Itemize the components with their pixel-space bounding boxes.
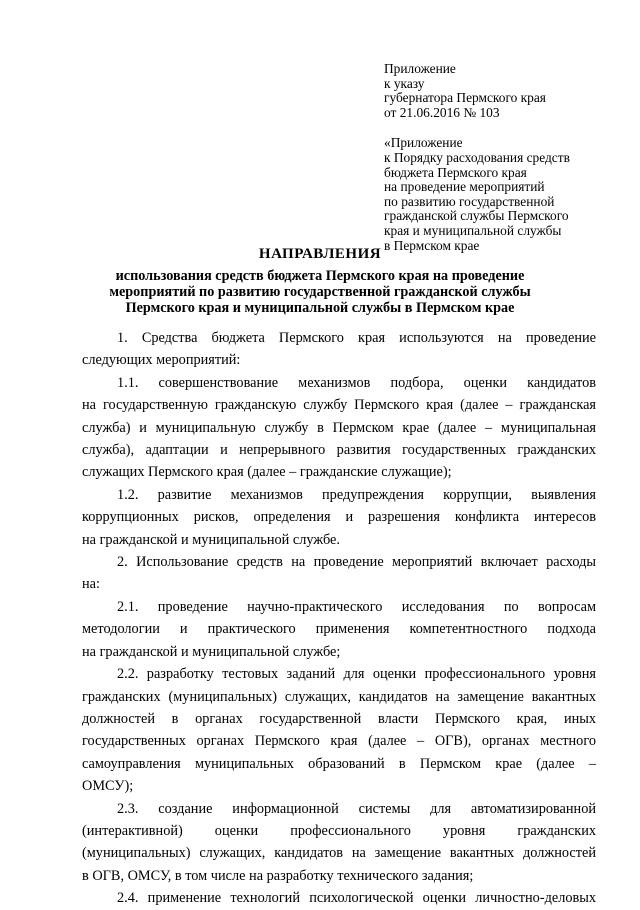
subtitle-line: Пермского края и муниципальной службы в Пермском крае bbox=[125, 300, 515, 316]
appendix-gap bbox=[384, 120, 624, 136]
appendix-header bbox=[384, 62, 624, 253]
body-line: на гражданской и муниципальной службе; bbox=[82, 643, 341, 660]
appendix-line: бюджета Пермского края bbox=[384, 164, 527, 180]
body-line: на гражданской и муниципальной службе. bbox=[82, 531, 340, 548]
appendix-line: по развитию государственной bbox=[384, 193, 555, 209]
appendix-line: Приложение bbox=[384, 61, 456, 76]
body-line: на: bbox=[82, 576, 100, 593]
body-line: ОМСУ); bbox=[82, 778, 134, 795]
body-line: 2. Использование средств на проведение мероприятий включает расходы bbox=[117, 554, 596, 571]
body-line: 2.4. применение технологий психологической оценки личностно-деловых bbox=[117, 890, 596, 907]
appendix-line: в Пермском крае bbox=[384, 237, 480, 253]
appendix-line: гражданской службы Пермского bbox=[384, 208, 569, 224]
body-line: на государственную гражданскую службу Пермского края (далее – гражданская bbox=[82, 397, 596, 414]
body-line: 1. Средства бюджета Пермского края используются на проведение bbox=[117, 330, 596, 346]
body-line: методологии и практического применения компетентностного подхода bbox=[82, 621, 596, 638]
document-subtitle bbox=[80, 268, 560, 316]
body-line: (интерактивной) оценки профессионального уровня гражданских bbox=[82, 822, 596, 839]
body-line: должностей в органах государственной власти Пермского края, иных bbox=[82, 710, 596, 727]
body-line: самоуправления муниципальных образований в Пермском крае (далее – bbox=[82, 755, 596, 772]
appendix-line: «Приложение bbox=[384, 135, 463, 151]
body-line: служба) и муниципальную службу в Пермском крае (далее – муниципальная bbox=[82, 419, 596, 436]
body-line: (муниципальных) служащих, кандидатов на замещение вакантных должностей bbox=[82, 845, 596, 862]
document-title: НАПРАВЛЕНИЯ bbox=[258, 246, 382, 262]
body-line: 2.2. разработку тестовых заданий для оценки профессионального уровня bbox=[117, 666, 596, 683]
subtitle-line: мероприятий по развитию государственной гражданской службы bbox=[109, 284, 531, 300]
body-line: 1.2. развитие механизмов предупреждения коррупции, выявления bbox=[117, 486, 596, 503]
body-line: служба), адаптации и непрерывного развития государственных гражданских bbox=[82, 442, 596, 459]
body-line: 2.3. создание информационной системы для автоматизированной bbox=[117, 800, 596, 817]
appendix-line: на проведение мероприятий bbox=[384, 179, 545, 195]
body-line: гражданских (муниципальных) служащих, кандидатов на замещение вакантных bbox=[82, 688, 596, 705]
subtitle-line: использования средств бюджета Пермского края на проведение bbox=[115, 268, 525, 284]
body-line: 2.1. проведение научно-практического исследования по вопросам bbox=[117, 598, 596, 615]
document-body bbox=[82, 327, 596, 910]
appendix-line: от 21.06.2016 № 103 bbox=[384, 104, 500, 120]
body-line: коррупционных рисков, определения и разрешения конфликта интересов bbox=[82, 509, 596, 526]
body-line: государственных органах Пермского края (далее – ОГВ), органах местного bbox=[82, 733, 596, 750]
body-line: в ОГВ, ОМСУ, в том числе на разработку технического задания; bbox=[82, 867, 474, 884]
body-line: 1.1. совершенствование механизмов подбора, оценки кандидатов bbox=[117, 374, 596, 391]
appendix-line: губернатора Пермского края bbox=[384, 90, 546, 106]
appendix-line: края и муниципальной службы bbox=[384, 222, 562, 238]
appendix-line: к Порядку расходования средств bbox=[384, 149, 570, 165]
appendix-line: к указу bbox=[384, 75, 425, 91]
body-line: служащих Пермского края (далее – гражданские служащие); bbox=[82, 464, 452, 481]
body-line: следующих мероприятий: bbox=[82, 352, 241, 369]
